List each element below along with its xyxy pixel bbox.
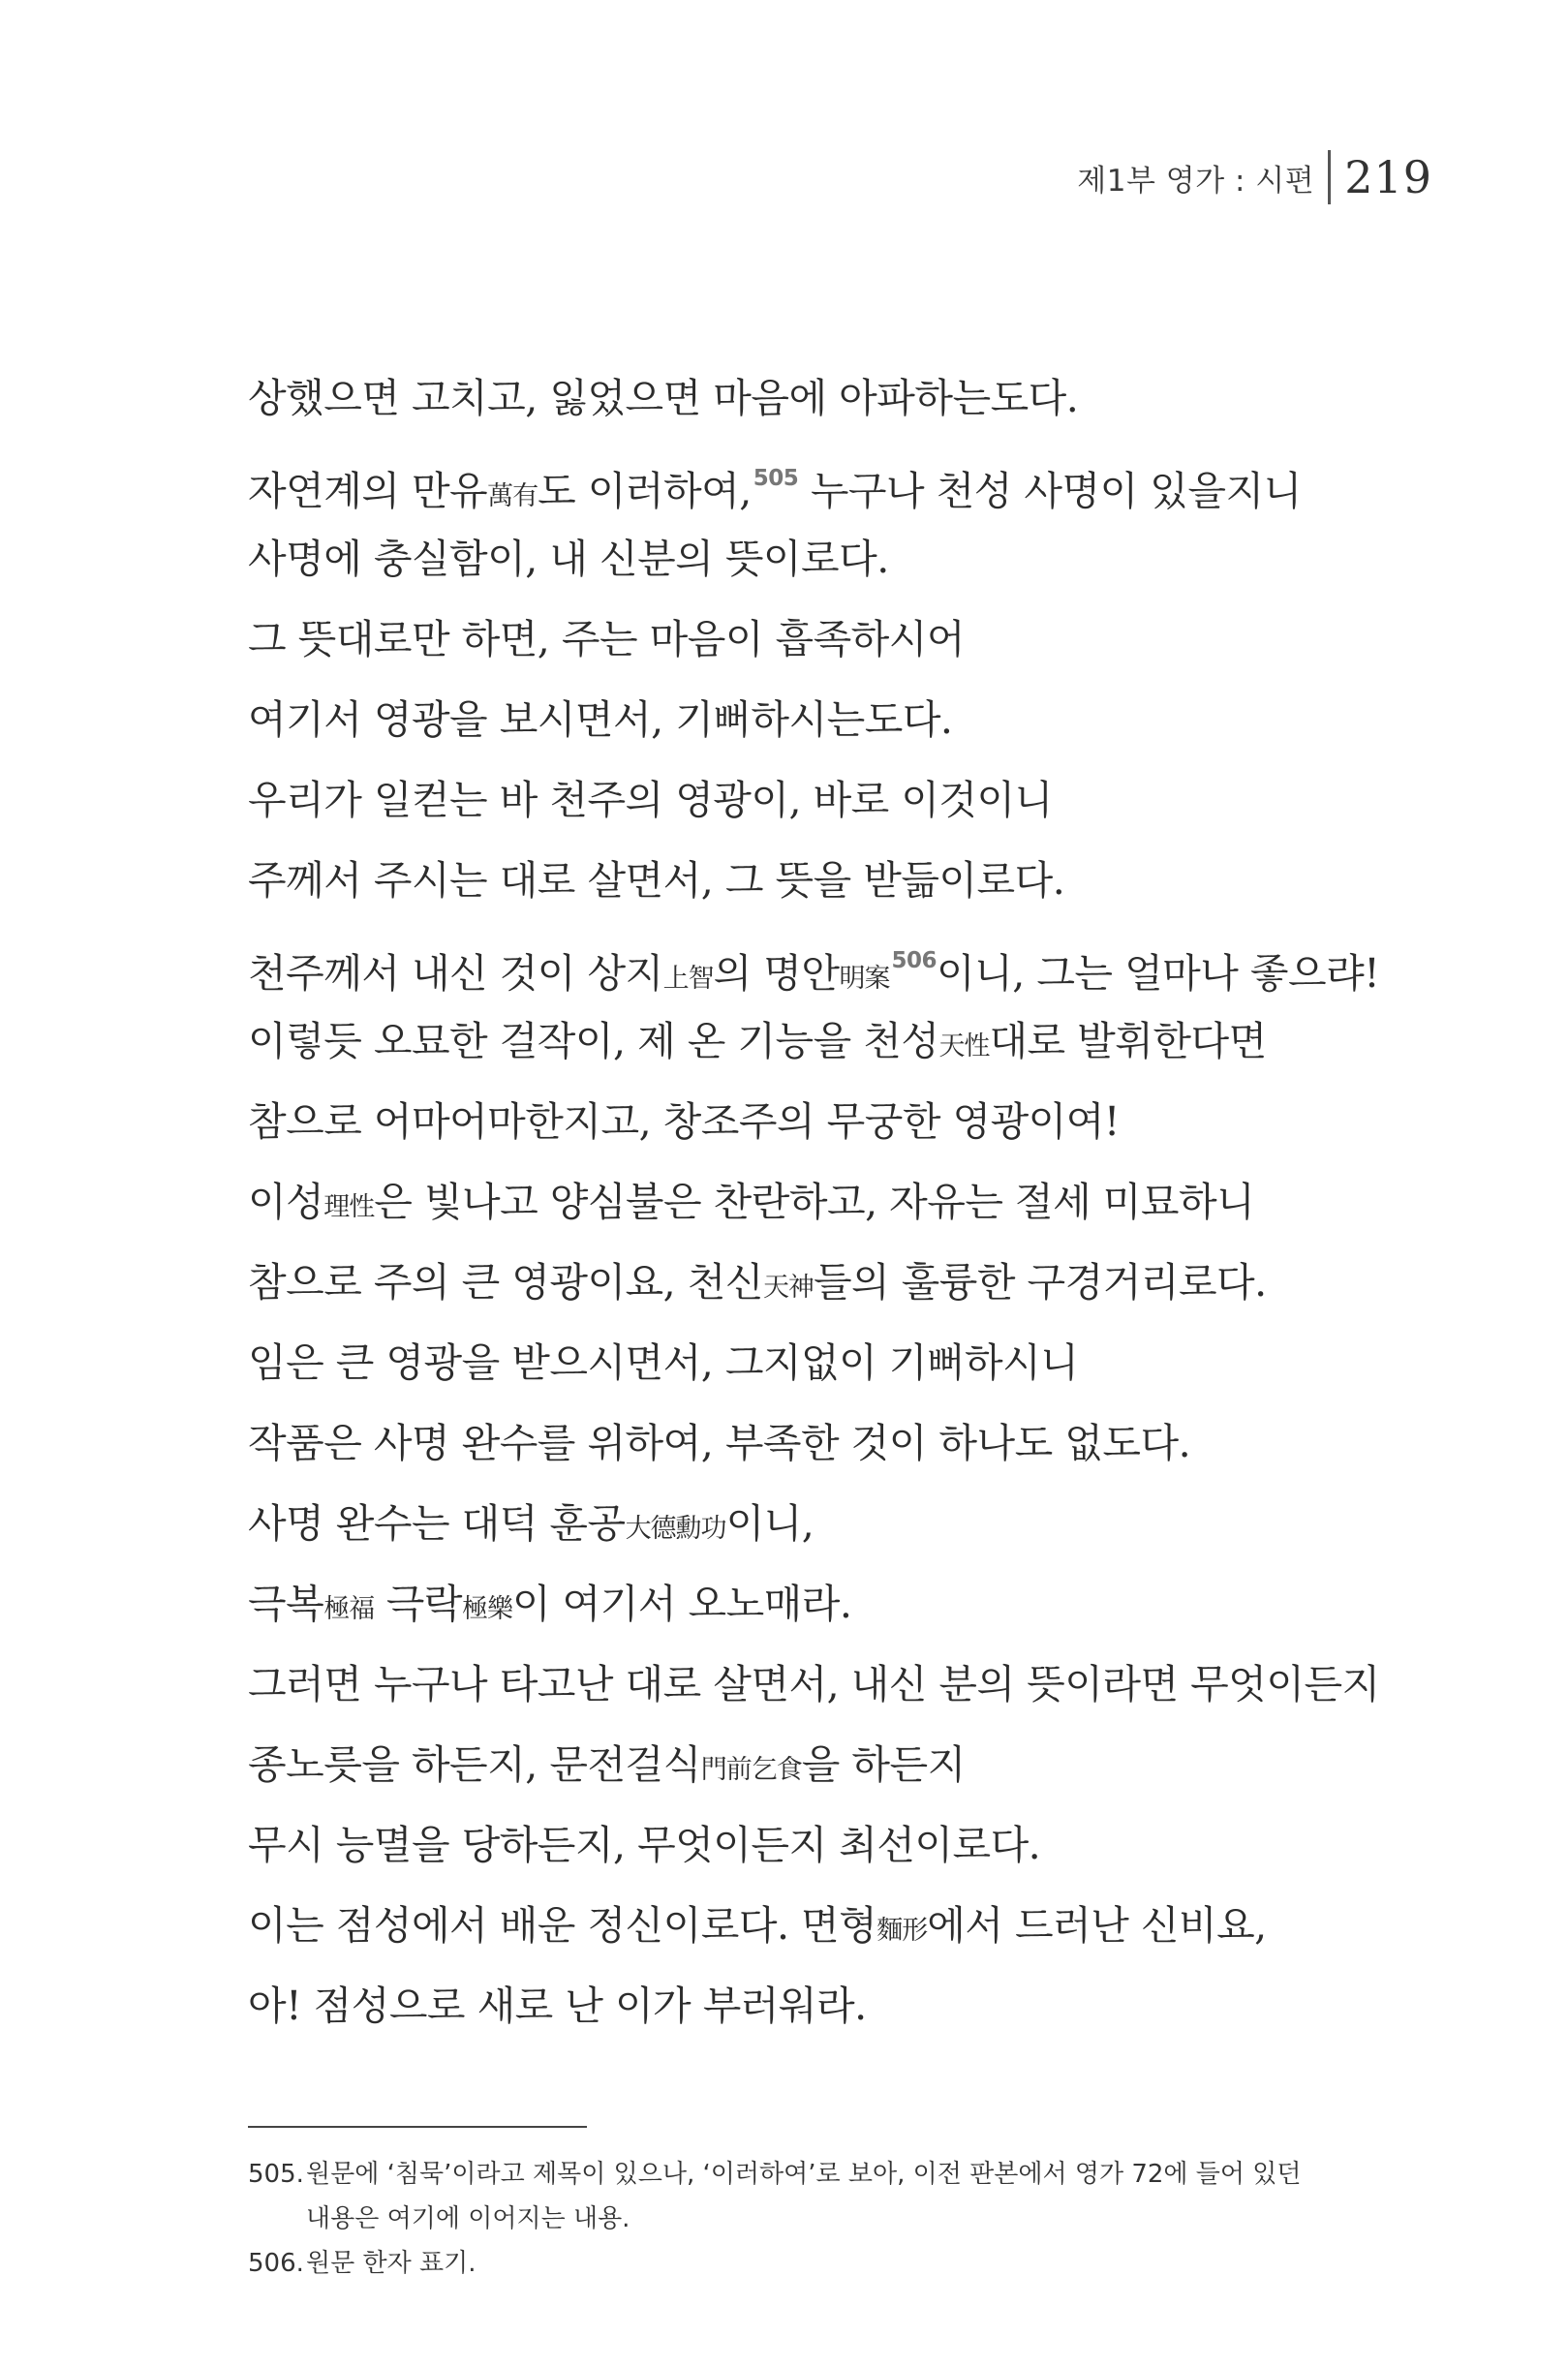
verse-text: 도 이러하여, — [538, 468, 752, 514]
hanja-gloss: 萬有 — [487, 481, 538, 511]
verse-text: 이 여기서 오노매라. — [511, 1581, 852, 1627]
verse-line — [248, 1725, 1391, 1805]
verse-line — [248, 439, 1391, 519]
verse-text: 그러면 누구나 타고난 대로 살면서, 내신 분의 뜻이라면 무엇이든지 — [248, 1661, 1380, 1707]
hanja-gloss: 明案 — [839, 964, 890, 994]
verse-line — [248, 1323, 1391, 1403]
verse-line — [248, 921, 1391, 1001]
verse-line — [248, 1243, 1391, 1323]
verse-line — [248, 1805, 1391, 1886]
footnotes — [248, 2152, 1323, 2286]
verse-line — [248, 1403, 1391, 1484]
verse-text: 이니, — [725, 1500, 815, 1547]
verse-text: 극복 — [248, 1581, 324, 1627]
verse-line — [248, 680, 1391, 760]
hanja-gloss: 門前乞食 — [700, 1755, 802, 1785]
verse-text: 이는 점성에서 배운 정신이로다. 면형 — [248, 1902, 877, 1949]
verse-text: 사명 완수는 대덕 훈공 — [248, 1500, 626, 1547]
verse-text: 에서 드러난 신비요, — [927, 1902, 1267, 1949]
hanja-gloss: 理性 — [323, 1192, 375, 1222]
hanja-gloss: 麵形 — [876, 1916, 928, 1946]
verse-line — [248, 1645, 1391, 1725]
footnote-ref: 506 — [891, 948, 938, 973]
page-number: 219 — [1344, 151, 1432, 203]
verse-line — [248, 1564, 1391, 1645]
verse-line — [248, 1001, 1391, 1082]
verse-text: 상했으면 고치고, 잃었으면 마음에 아파하는도다. — [248, 375, 1079, 421]
footnote-number: 506. — [248, 2249, 304, 2278]
verse-line — [248, 1484, 1391, 1564]
verse-line — [248, 1966, 1391, 2046]
verse-text: 참으로 주의 큰 영광이요, 천신 — [248, 1259, 763, 1306]
verse-line — [248, 841, 1391, 921]
footnote-text: 원문에 ‘침묵’이라고 제목이 있으나, ‘이러하여’로 보아, 이전 판본에서 영가 72에 들어 있던 내용은 여기에 이어지는 내용. — [306, 2160, 1302, 2233]
hanja-gloss: 極樂 — [461, 1594, 512, 1624]
verse-text: 누구나 천성 사명이 있을지니 — [798, 468, 1302, 514]
verse-text: 무시 능멸을 당하든지, 무엇이든지 최선이로다. — [248, 1822, 1041, 1868]
verse-text: 을 하든지 — [801, 1741, 966, 1788]
footnote-506 — [248, 2241, 1323, 2286]
verse-text: 종노릇을 하든지, 문전걸식 — [248, 1741, 701, 1788]
footnote-divider — [248, 2126, 587, 2128]
verse-line — [248, 1082, 1391, 1162]
footnote-text: 원문 한자 표기. — [306, 2249, 477, 2278]
verse-text: 여기서 영광을 보시면서, 기뻐하시는도다. — [248, 696, 953, 743]
verse-text: 아! 점성으로 새로 난 이가 부러워라. — [248, 1983, 867, 2029]
verse-text: 자연계의 만유 — [248, 468, 488, 514]
verse-line — [248, 358, 1391, 439]
hanja-gloss: 天性 — [938, 1031, 990, 1061]
verse-text: 이렇듯 오묘한 걸작이, 제 온 기능을 천성 — [248, 1018, 939, 1064]
verse-text: 이니, 그는 얼마나 좋으랴! — [937, 950, 1380, 997]
hanja-gloss: 天神 — [762, 1273, 814, 1303]
footnote-ref: 505 — [753, 466, 799, 491]
verse-text: 우리가 일컫는 바 천주의 영광이, 바로 이것이니 — [248, 777, 1053, 823]
verse-line — [248, 1162, 1391, 1243]
header-divider — [1328, 150, 1331, 204]
verse-text: 그 뜻대로만 하면, 주는 마음이 흡족하시어 — [248, 616, 965, 662]
verse-body — [248, 358, 1391, 2046]
verse-line — [248, 760, 1391, 841]
verse-line — [248, 1886, 1391, 1966]
verse-text: 극락 — [374, 1581, 462, 1627]
verse-text: 임은 큰 영광을 받으시면서, 그지없이 기뻐하시니 — [248, 1339, 1079, 1386]
hanja-gloss: 極福 — [323, 1594, 375, 1624]
footnote-number: 505. — [248, 2160, 304, 2189]
verse-line — [248, 519, 1391, 600]
verse-text: 들의 훌륭한 구경거리로다. — [813, 1259, 1267, 1306]
verse-text: 천주께서 내신 것이 상지 — [248, 950, 663, 997]
verse-text: 사명에 충실함이, 내 신분의 뜻이로다. — [248, 536, 889, 582]
verse-text: 주께서 주시는 대로 살면서, 그 뜻을 받듦이로다. — [248, 857, 1065, 904]
verse-line — [248, 600, 1391, 680]
hanja-gloss: 大德勳功 — [625, 1514, 726, 1544]
running-title: 제1부 영가 : 시편 — [1077, 163, 1315, 199]
verse-text: 대로 발휘한다면 — [989, 1018, 1267, 1064]
verse-text: 은 빛나고 양심불은 찬란하고, 자유는 절세 미묘하니 — [374, 1179, 1255, 1225]
verse-text: 의 명안 — [713, 950, 840, 997]
verse-text: 이성 — [248, 1179, 324, 1225]
footnote-505 — [248, 2152, 1323, 2241]
verse-text: 작품은 사명 완수를 위하여, 부족한 것이 하나도 없도다. — [248, 1420, 1191, 1466]
running-header — [1077, 143, 1432, 211]
verse-text: 참으로 어마어마한지고, 창조주의 무궁한 영광이여! — [248, 1098, 1120, 1145]
hanja-gloss: 上智 — [662, 964, 714, 994]
